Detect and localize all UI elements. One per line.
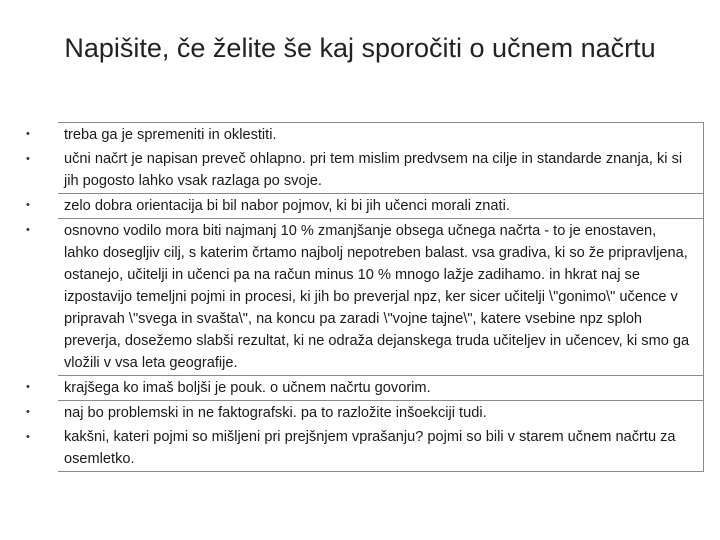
list-item-text: osnovno vodilo mora biti najmanj 10 % zmanjšanje obsega učnega načrta - to je enostaven, lahko dosegljiv cilj, s katerim črtamo najbolj nepotreben balast. vsa gradiva, ki so že pripravljena, ostanejo, učitelji in učenci pa na račun minus 10 % mnogo lažje zadihamo. in hkrat naj se izpostavijo temeljni pojmi in procesi, ki jih bo preverjal npz, ker sicer učitelji \"gonimo\" učence v pripravah \"svega in svašta\", na koncu pa zaradi \"vojne tajne\", katere vsebine npz sploh preverja, dosežemo slabši rezultat, ki ne odraža dejanskega truda učiteljev in učencev, ki smo ga vložili v vsa leta geografije. <box>58 218 704 375</box>
bullet-icon: • <box>26 381 30 393</box>
comment-list <box>24 122 704 472</box>
list-item <box>24 147 704 193</box>
slide-title: Napišite, če želite še kaj sporočiti o učnem načrtu <box>64 33 656 63</box>
bullet-icon: • <box>26 224 30 236</box>
list-item-text: naj bo problemski in ne faktografski. pa to razložite inšoekciji tudi. <box>58 400 704 425</box>
bullet-icon: • <box>26 431 30 443</box>
list-item <box>24 218 704 375</box>
list-item-text: treba ga je spremeniti in oklestiti. <box>58 122 704 147</box>
bullet-icon: • <box>26 406 30 418</box>
list-item-text: zelo dobra orientacija bi bil nabor pojmov, ki bi jih učenci morali znati. <box>58 193 704 218</box>
list-item <box>24 375 704 400</box>
list-item <box>24 400 704 425</box>
bullet-icon: • <box>26 199 30 211</box>
list-item-text: krajšega ko imaš boljši je pouk. o učnem načrtu govorim. <box>58 375 704 400</box>
list-item <box>24 193 704 218</box>
list-item <box>24 122 704 147</box>
bullet-icon: • <box>26 153 30 165</box>
list-item-text: kakšni, kateri pojmi so mišljeni pri prejšnjem vprašanju? pojmi so bili v starem učnem načrtu za osemletko. <box>58 425 704 472</box>
bullet-icon: • <box>26 128 30 140</box>
list-item-text: učni načrt je napisan preveč ohlapno. pri tem mislim predvsem na cilje in standarde znanja, ki si jih pogosto lahko vsak razlaga po svoje. <box>58 147 704 193</box>
list-item <box>24 425 704 472</box>
